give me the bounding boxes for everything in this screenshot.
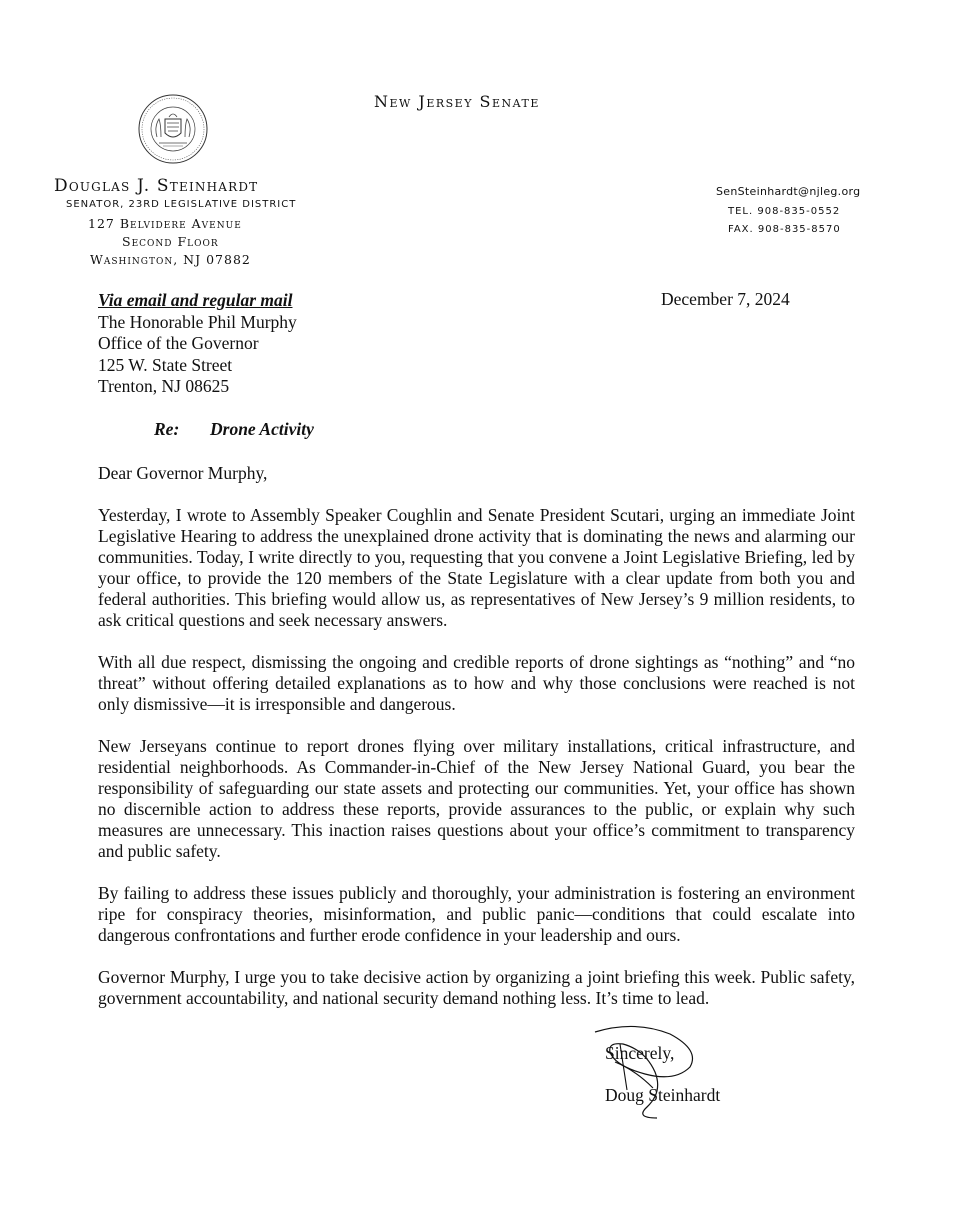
recipient-city: Trenton, NJ 08625 [98, 375, 230, 396]
salutation: Dear Governor Murphy, [98, 463, 268, 483]
sender-street: 127 Belvidere Avenue [88, 216, 242, 231]
sender-name: Douglas J. Steinhardt [54, 176, 259, 196]
letter-date: December 7, 2024 [661, 289, 790, 309]
state-seal-icon [137, 93, 209, 165]
contact-fax: FAX. 908-835-8570 [728, 224, 841, 235]
subject-label: Re: [154, 419, 180, 439]
recipient-address [98, 312, 297, 397]
recipient-street: 125 W. State Street [98, 354, 233, 375]
body-paragraph: By failing to address these issues publicly and thoroughly, your administration is fostering an environment ripe for conspiracy theories, misinformation, and public panic—conditions that could escalate into dangerous confrontations and further erode confidence in your leadership and ours. [98, 883, 855, 945]
body-paragraph: Governor Murphy, I urge you to take decisive action by organizing a joint briefing this week. Public safety, government accountability, and national security demand nothing less. It’s time to lead. [98, 967, 855, 1008]
recipient-name: The Honorable Phil Murphy [98, 312, 297, 332]
delivery-method: Via email and regular mail [98, 290, 293, 310]
subject-line [154, 419, 314, 440]
signer-name: Doug Steinhardt [605, 1085, 721, 1105]
contact-tel: TEL. 908-835-0552 [728, 206, 841, 217]
body-paragraph: With all due respect, dismissing the ongoing and credible reports of drone sightings as “nothing” and “no threat” without offering detailed explanations as to how and why those conclusions were reached is not only dismissive—it is irresponsible and dangerous. [98, 652, 855, 714]
body-paragraph: Yesterday, I wrote to Assembly Speaker Coughlin and Senate President Scutari, urging an immediate Joint Legislative Hearing to address the unexplained drone activity that is dominating the news and alarming our communities. Today, I write directly to you, requesting that you convene a Joint Legislative Briefing, led by your office, to provide the 120 members of the State Legislature with a clear update from both you and federal authorities. This briefing would allow us, as representatives of New Jersey’s 9 million residents, to ask critical questions and seek necessary answers. [98, 505, 855, 630]
letter-body [98, 505, 855, 1030]
handwritten-signature [575, 1022, 705, 1122]
sender-district: SENATOR, 23RD LEGISLATIVE DISTRICT [66, 199, 297, 210]
contact-email: SenSteinhardt@njleg.org [716, 185, 861, 198]
letterhead-title: New Jersey Senate [374, 92, 540, 111]
recipient-office: Office of the Governor [98, 333, 259, 354]
sender-floor: Second Floor [122, 234, 219, 249]
body-paragraph: New Jerseyans continue to report drones flying over military installations, critical infrastructure, and residential neighborhoods. As Commander-in-Chief of the New Jersey National Guard, you bear the responsibility of safeguarding our state assets and protecting our communities. Yet, your office has shown no discernible action to address these reports, provide assurances to the public, or explain why such measures are unnecessary. This inaction raises questions about your office’s commitment to transparency and public safety. [98, 736, 855, 861]
sender-city: Washington, NJ 07882 [90, 252, 251, 267]
subject-text: Drone Activity [210, 419, 314, 439]
closing: Sincerely, [605, 1043, 675, 1063]
